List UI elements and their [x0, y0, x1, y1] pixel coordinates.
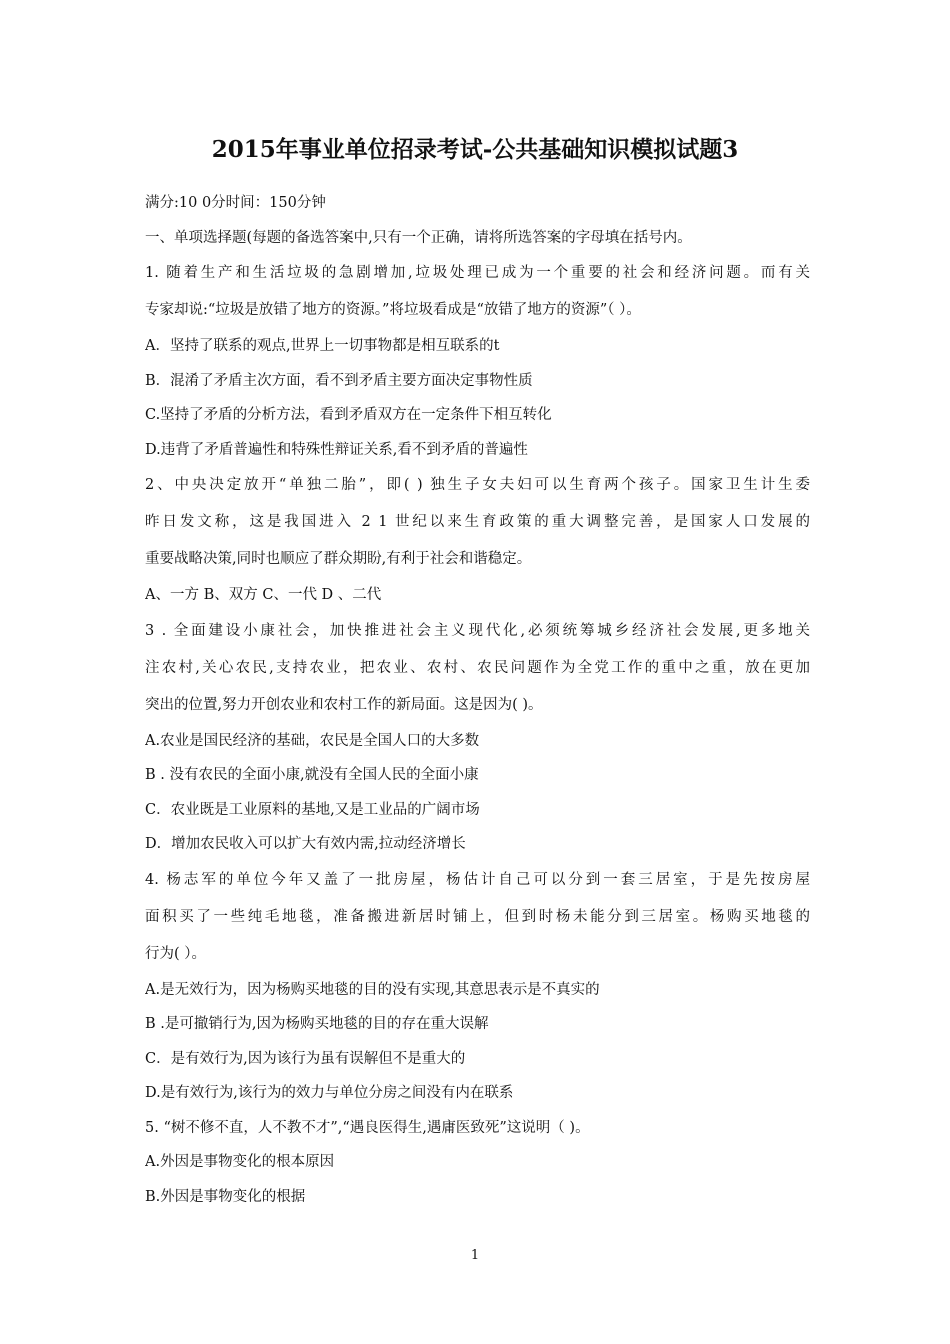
question-4-line-2: 面积买了一些纯毛地毯，准备搬进新居时铺上，但到时杨未能分到三居室。杨购买地毯的: [145, 908, 810, 925]
question-4-option-b: B .是可撤销行为,因为杨购买地毯的目的存在重大误解: [145, 1016, 489, 1032]
question-2-line-2: 昨日发文称，这是我国进入 2 1 世纪以来生育政策的重大调整完善，是国家人口发展的: [145, 514, 810, 530]
question-4-option-c: C．是有效行为,因为该行为虽有误解但不是重大的: [145, 1050, 466, 1067]
score-time-line: 满分:10 0分时间：150分钟: [145, 195, 326, 211]
section-heading: 一、单项选择题(每题的备选答案中,只有一个正确，请将所选答案的字母填在括号内。: [145, 229, 692, 246]
question-4-option-d: D.是有效行为,该行为的效力与单位分房之间没有内在联系: [145, 1085, 514, 1101]
question-5-line-1: 5. “树不修不直，人不教不才”,“遇良医得生,遇庸医致死”这说明（ )。: [145, 1119, 590, 1136]
question-2-options: A、一方 B、双方 C、一代 D 、二代: [145, 587, 382, 603]
question-1-option-d: D.违背了矛盾普遍性和特殊性辩证关系,看不到矛盾的普遍性: [145, 441, 528, 458]
document-title: 2015年事业单位招录考试-公共基础知识模拟试题3: [211, 136, 739, 163]
question-1-line-1: 1. 随着生产和生活垃圾的急剧增加,垃圾处理已成为一个重要的社会和经济问题。而有关: [145, 265, 810, 281]
document-body: [145, 186, 810, 1214]
question-2-line-1: 2、中央决定放开“单独二胎”，即( ) 独生子女夫妇可以生育两个孩子。国家卫生计生委: [145, 477, 810, 493]
question-4-option-a: A.是无效行为，因为杨购买地毯的目的没有实现,其意思表示是不真实的: [145, 981, 600, 998]
question-5-option-b: B.外因是事物变化的根据: [145, 1188, 306, 1205]
question-4-line-3: 行为( ）。: [145, 945, 207, 962]
question-1-option-b: B．混淆了矛盾主次方面，看不到矛盾主要方面决定事物性质: [145, 372, 533, 389]
question-1-option-c: C.坚持了矛盾的分析方法，看到矛盾双方在一定条件下相互转化: [145, 407, 552, 423]
page-number: 1: [470, 1248, 480, 1263]
question-2-line-3: 重要战略决策,同时也顺应了群众期盼,有利于社会和谐稳定。: [145, 551, 532, 567]
question-3-option-b: B . 没有农民的全面小康,就没有全国人民的全面小康: [145, 767, 479, 783]
question-3-line-3: 突出的位置,努力开创农业和农村工作的新局面。这是因为( )。: [145, 696, 543, 713]
question-3-line-2: 注农村,关心农民,支持农业，把农业、农村、农民问题作为全党工作的重中之重，放在更加: [145, 659, 810, 676]
question-1-option-a: A．坚持了联系的观点,世界上一切事物都是相互联系的t: [145, 338, 500, 354]
question-3-option-a: A.农业是国民经济的基础，农民是全国人口的大多数: [145, 732, 480, 749]
question-4-line-1: 4. 杨志军的单位今年又盖了一批房屋，杨估计自己可以分到一套三居室，于是先按房屋: [145, 871, 810, 888]
question-3-line-1: 3 . 全面建设小康社会，加快推进社会主义现代化,必须统筹城乡经济社会发展,更多地关: [145, 622, 810, 639]
question-1-line-2: 专家却说:“垃圾是放错了地方的资源。”将垃圾看成是“放错了地方的资源”（ ）。: [145, 302, 641, 318]
question-5-option-a: A.外因是事物变化的根本原因: [145, 1154, 335, 1170]
question-3-option-c: C．农业既是工业原料的基地,又是工业品的广阔市场: [145, 801, 480, 818]
question-3-option-d: D．增加农民收入可以扩大有效内需,拉动经济增长: [145, 836, 466, 852]
